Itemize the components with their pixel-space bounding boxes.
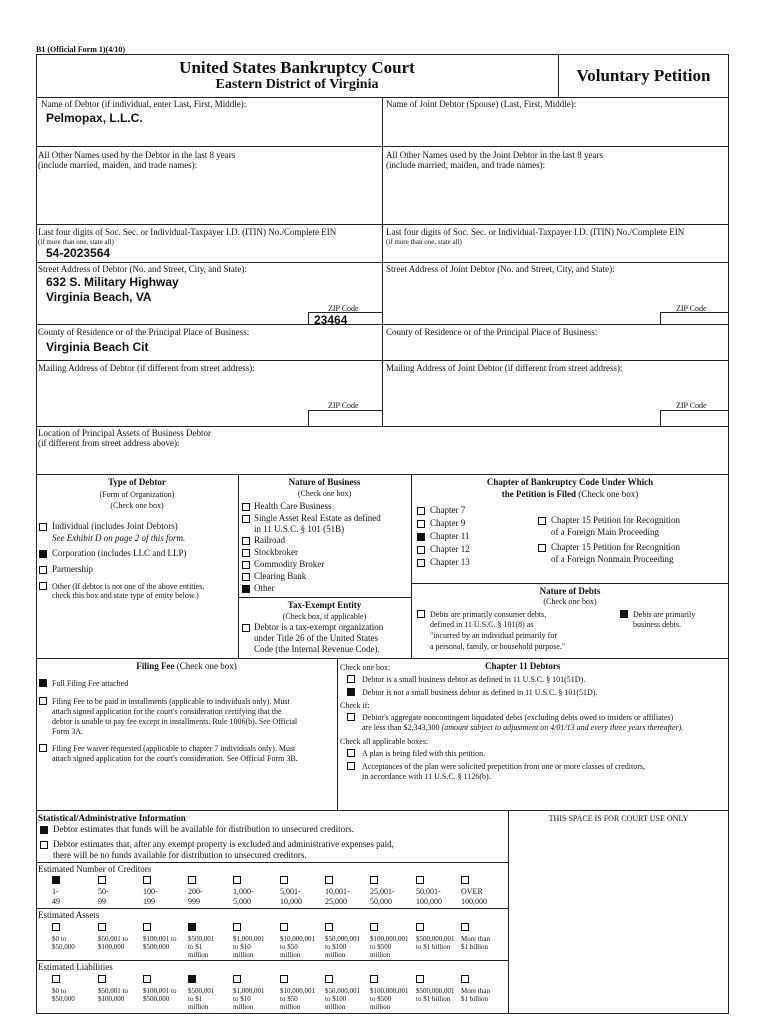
liabilities-checkbox-7[interactable] [370,975,378,983]
chapter-15-nonmain-checkbox[interactable] [538,544,546,552]
creditors-checkbox-9[interactable] [461,876,469,884]
creditors-checkbox-2[interactable] [143,876,151,884]
creditors-range-9-line-1: OVER [461,887,483,896]
location-label: Location of Principal Assets of Business Debtor [38,428,211,438]
not-small-business-checkbox[interactable] [347,688,355,696]
liabilities-range-6-line-2: to $100 [325,995,347,1003]
chapter-title-line-2 [411,489,729,500]
liabilities-range-8-line-2: to $1 billion [416,995,451,1003]
chapter-11-label: Chapter 11 [430,531,470,541]
assets-checkbox-5[interactable] [280,923,288,931]
joint-ein-sub-label: (if more than one, state all) [386,238,462,246]
chapter-7-checkbox[interactable] [417,507,425,515]
assets-range-0-line-1: $0 to [52,935,67,943]
filing-fee-title-line [36,661,337,672]
assets-range-3-line-3: million [188,951,209,959]
county-label: County of Residence or of the Principal Place of Business: [38,327,250,337]
liabilities-range-7-line-3: million [370,1003,391,1011]
creditors-checkbox-5[interactable] [280,876,288,884]
street-label: Street Address of Debtor (No. and Street, City, and State): [38,264,247,274]
street-line-1[interactable]: 632 S. Military Highway [46,275,179,289]
creditors-checkbox-8[interactable] [416,876,424,884]
ein-sub-label: (if more than one, state all) [38,238,114,246]
other-entity-label: Other (If debtor is not one of the above entities, [52,582,205,591]
consumer-debts-label-3: "incurred by an individual primarily for [430,631,558,640]
filing-fee-title: Filing Fee [136,661,175,671]
creditors-checkbox-3[interactable] [188,876,196,884]
tax-exempt-sub: (Check box, if applicable) [282,612,367,621]
fee-waiver-label-2: attach signed application for the court's consideration. See Official Form 3B. [52,754,298,763]
other-business-checkbox[interactable] [242,585,250,593]
small-business-checkbox[interactable] [347,675,355,683]
creditors-range-8-line-1: 50,001- [416,887,441,896]
aggregate-debts-note: (amount subject to adjustment on 4/01/13 and every three years thereafter). [441,723,684,732]
creditors-range-1-line-1: 50- [98,887,109,896]
zip-value[interactable]: 23464 [314,313,348,327]
chapter-15-nonmain-label: Chapter 15 Petition for Recognition [551,542,680,552]
chapter-7-label: Chapter 7 [430,505,466,515]
fee-waiver-checkbox[interactable] [39,744,47,752]
tax-exempt-label: Debtor is a tax-exempt organization [254,622,384,632]
funds-available-checkbox[interactable] [40,826,48,834]
assets-range-7-line-1: $100,000,001 [370,935,409,943]
creditors-range-4-line-1: 1,000- [233,887,254,896]
assets-checkbox-1[interactable] [98,923,106,931]
chapter-15-main-checkbox[interactable] [538,517,546,525]
creditors-range-9-line-2: 100,000 [461,897,487,906]
assets-range-5-line-1: $10,000,001 [280,935,315,943]
stockbroker-label: Stockbroker [254,547,298,557]
assets-checkbox-0[interactable] [52,923,60,931]
creditors-range-8-line-2: 100,000 [416,897,442,906]
aggregate-debts-amount: are less than $2,343,300 [362,723,440,732]
chapter-15-main-label-2: of a Foreign Main Proceeding [551,527,659,537]
installments-label-3: debtor is unable to pay fee except in installments. Rule 1006(b). See Official [52,717,298,726]
acceptances-checkbox[interactable] [347,762,355,770]
other-entity-label-2: check this box and state type of entity below.) [52,591,199,600]
tax-exempt-title: Tax-Exempt Entity [287,600,362,610]
mailing-zip-label: ZIP Code [328,401,359,410]
individual-checkbox[interactable] [39,523,47,531]
court-title: United States Bankruptcy Court [179,58,415,77]
assets-range-7-line-3: million [370,951,391,959]
nature-of-business-sub: (Check one box) [297,489,352,498]
small-business-label: Debtor is a small business debtor as defined in 11 U.S.C. § 101(51D). [362,675,586,684]
creditors-range-3-line-1: 200- [188,887,203,896]
ch11-check-all: Check all applicable boxes: [340,737,429,746]
creditors-range-4-line-2: 5,000 [233,897,251,906]
aggregate-debts-checkbox[interactable] [347,713,355,721]
liabilities-range-3-line-3: million [188,1003,209,1011]
chapter-13-checkbox[interactable] [417,559,425,567]
creditors-range-5-line-1: 5,001- [280,887,301,896]
chapter-11-checkbox[interactable] [417,533,425,541]
assets-checkbox-8[interactable] [416,923,424,931]
assets-range-2-line-1: $100,001 to [143,935,177,943]
creditors-range-6-line-2: 25,000 [325,897,347,906]
assets-range-4-line-3: million [233,951,254,959]
joint-county-label: County of Residence or of the Principal Place of Business: [386,327,598,337]
liabilities-range-0-line-1: $0 to [52,987,67,995]
installments-label-2: attach signed application for the court's consideration certifying that the [52,707,282,716]
creditors-range-7-line-1: 25,001- [370,887,395,896]
type-of-debtor-title: Type of Debtor [108,477,166,487]
single-asset-label-2: in 11 U.S.C. § 101 (51B) [254,524,345,534]
full-fee-label: Full Filing Fee attached [52,679,129,688]
chapter-9-checkbox[interactable] [417,520,425,528]
creditors-range-5-line-2: 10,000 [280,897,302,906]
chapter-check-one: (Check one box) [578,489,639,499]
tax-exempt-label-3: Code (the Internal Revenue Code). [254,644,380,654]
joint-ein-label: Last four digits of Soc. Sec. or Individual-Taxpayer I.D. (ITIN) No./Complete EIN [386,227,685,237]
ein-label: Last four digits of Soc. Sec. or Individual-Taxpayer I.D. (ITIN) No./Complete EIN [38,227,337,237]
creditors-checkbox-0[interactable] [52,876,60,884]
assets-checkbox-6[interactable] [325,923,333,931]
assets-range-9-line-2: $1 billion [461,943,489,951]
liabilities-checkbox-8[interactable] [416,975,424,983]
ch11-check-if: Check if: [340,701,370,710]
voluntary-petition-title: Voluntary Petition [576,66,711,85]
assets-range-5-line-3: million [280,951,301,959]
health-care-checkbox[interactable] [242,503,250,511]
acceptances-label-2: in accordance with 11 U.S.C. § 1126(b). [362,772,491,781]
clearing-bank-checkbox[interactable] [242,573,250,581]
consumer-debts-checkbox[interactable] [417,610,425,618]
individual-label: Individual (includes Joint Debtors) [52,521,178,531]
creditors-checkbox-7[interactable] [370,876,378,884]
liabilities-range-4-line-1: $1,000,001 [233,987,265,995]
type-of-debtor-sub: (Form of Organization) [99,490,175,499]
joint-other-names-label: All Other Names used by the Joint Debtor in the last 8 years [386,150,603,160]
liabilities-checkbox-2[interactable] [143,975,151,983]
court-use-label: THIS SPACE IS FOR COURT USE ONLY [548,814,689,823]
railroad-checkbox[interactable] [242,537,250,545]
debtor-name-label: Name of Debtor (if individual, enter Last, First, Middle): [41,99,247,109]
creditors-range-0-line-2: 49 [52,897,60,906]
zip-label: ZIP Code [328,304,359,313]
assets-range-7-line-2: to $500 [370,943,392,951]
liabilities-range-7-line-1: $100,000,001 [370,987,409,995]
liabilities-range-3-line-1: $500,001 [188,987,215,995]
type-of-debtor-check-one: (Check one box) [110,501,164,510]
assets-range-6-line-1: $50,000,001 [325,935,360,943]
creditors-checkbox-6[interactable] [325,876,333,884]
assets-checkbox-2[interactable] [143,923,151,931]
business-debts-label: Debts are primarily [633,610,696,619]
liabilities-range-4-line-2: to $10 [233,995,251,1003]
aggregate-debts-label-2 [362,723,683,732]
filing-fee-check-one: (Check one box) [176,661,237,671]
joint-other-names-label-2: (include married, maiden, and trade names): [386,160,546,170]
joint-mailing-zip-label: ZIP Code [676,401,707,410]
assets-range-6-line-2: to $100 [325,943,347,951]
liabilities-checkbox-6[interactable] [325,975,333,983]
chapter-15-nonmain-label-2: of a Foreign Nonmain Proceeding [551,554,674,564]
creditors-title: Estimated Number of Creditors [38,864,152,874]
creditors-range-2-line-1: 100- [143,887,158,896]
other-entity-checkbox[interactable] [39,582,47,590]
liabilities-checkbox-4[interactable] [233,975,241,983]
district-title: Eastern District of Virginia [215,77,379,92]
installments-label: Filing Fee to be paid in installments (applicable to individuals only). Must [52,697,290,706]
no-funds-label-2: there will be no funds available for distribution to unsecured creditors. [53,850,307,860]
liabilities-range-9-line-2: $1 billion [461,995,489,1003]
assets-range-3-line-1: $500,001 [188,935,215,943]
ch11-debtors-title: Chapter 11 Debtors [485,661,561,671]
consumer-debts-label-4: a personal, family, or household purpose." [430,642,566,651]
full-fee-checkbox[interactable] [39,679,47,687]
liabilities-range-5-line-2: to $50 [280,995,298,1003]
commodity-broker-label: Commodity Broker [254,559,325,569]
not-small-business-label: Debtor is not a small business debtor as defined in 11 U.S.C. § 101(51D). [362,688,598,697]
railroad-label: Railroad [254,535,285,545]
liabilities-range-8-line-1: $500,000,001 [416,987,455,995]
ch11-check-one: Check one box: [340,663,391,672]
installments-checkbox[interactable] [39,697,47,705]
debtor-name-value[interactable]: Pelmopax, L.L.C. [46,111,143,125]
creditors-range-7-line-2: 50,000 [370,897,392,906]
assets-checkbox-4[interactable] [233,923,241,931]
assets-range-5-line-2: to $50 [280,943,298,951]
corporation-label: Corporation (includes LLC and LLP) [52,548,187,558]
acceptances-label: Acceptances of the plan were solicited prepetition from one or more classes of creditors, [362,762,646,771]
liabilities-checkbox-0[interactable] [52,975,60,983]
liabilities-range-2-line-1: $100,001 to [143,987,177,995]
street-line-2[interactable]: Virginia Beach, VA [46,290,152,304]
plan-filed-checkbox[interactable] [347,749,355,757]
single-asset-checkbox[interactable] [242,515,250,523]
funds-available-label: Debtor estimates that funds will be available for distribution to unsecured creditors. [53,824,354,834]
corporation-checkbox[interactable] [39,550,47,558]
liabilities-title: Estimated Liabilities [38,962,113,972]
assets-range-9-line-1: More than [461,935,490,943]
liabilities-range-1-line-1: $50,001 to [98,987,128,995]
commodity-broker-checkbox[interactable] [242,561,250,569]
health-care-label: Health Care Business [254,501,332,511]
tax-exempt-label-2: under Title 26 of the United States [254,633,378,643]
nature-of-debts-title: Nature of Debts [539,586,601,596]
location-label-2: (if different from street address above): [38,438,180,448]
joint-debtor-name-label: Name of Joint Debtor (Spouse) (Last, First, Middle): [386,99,577,109]
assets-checkbox-3[interactable] [188,923,196,931]
consumer-debts-label-2: defined in 11 U.S.C. § 101(8) as [430,620,534,629]
assets-range-2-line-2: $500,000 [143,943,170,951]
assets-range-8-line-1: $500,000,001 [416,935,455,943]
joint-mailing-label: Mailing Address of Joint Debtor (if different from street address): [386,363,623,373]
chapter-15-main-label: Chapter 15 Petition for Recognition [551,515,680,525]
liabilities-range-6-line-3: million [325,1003,346,1011]
aggregate-debts-label: Debtor's aggregate noncontingent liquidated debts (excluding debts owed to insiders or affiliates) [362,713,674,722]
chapter-13-label: Chapter 13 [430,557,470,567]
tax-exempt-checkbox[interactable] [242,624,250,632]
liabilities-range-1-line-2: $100,000 [98,995,125,1003]
joint-street-label: Street Address of Joint Debtor (No. and Street, City, and State): [386,264,615,274]
chapter-9-label: Chapter 9 [430,518,466,528]
creditors-range-1-line-2: 99 [98,897,106,906]
liabilities-checkbox-9[interactable] [461,975,469,983]
liabilities-range-3-line-2: to $1 [188,995,203,1003]
mailing-label: Mailing Address of Debtor (if different from street address): [38,363,255,373]
plan-filed-label: A plan is being filed with this petition. [362,749,486,758]
liabilities-range-7-line-2: to $500 [370,995,392,1003]
ein-value[interactable]: 54-2023564 [46,246,111,260]
chapter-title-petition: the Petition is Filed [501,489,576,499]
creditors-checkbox-4[interactable] [233,876,241,884]
assets-range-8-line-2: to $1 billion [416,943,451,951]
creditors-range-0-line-1: 1- [52,887,59,896]
liabilities-range-5-line-3: million [280,1003,301,1011]
joint-zip-label: ZIP Code [676,304,707,313]
liabilities-range-0-line-2: $50,000 [52,995,75,1003]
creditors-range-3-line-2: 999 [188,897,200,906]
chapter-title: Chapter of Bankruptcy Code Under Which [486,477,654,487]
no-funds-checkbox[interactable] [40,841,48,849]
stockbroker-checkbox[interactable] [242,549,250,557]
partnership-label: Partnership [52,564,93,574]
nature-of-debts-sub: (Check one box) [543,597,597,606]
consumer-debts-label: Debts are primarily consumer debts, [430,610,547,619]
chapter-12-checkbox[interactable] [417,546,425,554]
business-debts-checkbox[interactable] [620,610,628,618]
creditors-range-6-line-1: 10,001- [325,887,350,896]
liabilities-range-5-line-1: $10,000,001 [280,987,315,995]
liabilities-checkbox-5[interactable] [280,975,288,983]
creditors-range-2-line-2: 199 [143,897,155,906]
single-asset-label: Single Asset Real Estate as defined [254,513,381,523]
exhibit-d-note: See Exhibit D on page 2 of this form. [52,533,186,543]
county-value[interactable]: Virginia Beach Cit [46,340,149,354]
other-business-label: Other [254,583,275,593]
assets-range-1-line-2: $100,000 [98,943,125,951]
assets-range-3-line-2: to $1 [188,943,203,951]
form-id: B1 (Official Form 1)(4/10) [36,45,126,54]
liabilities-range-9-line-1: More than [461,987,490,995]
assets-title: Estimated Assets [38,910,100,920]
no-funds-label: Debtor estimates that, after any exempt property is excluded and administrative expenses paid, [53,839,394,849]
partnership-checkbox[interactable] [39,566,47,574]
installments-label-4: Form 3A. [52,727,84,736]
assets-range-1-line-1: $50,001 to [98,935,128,943]
assets-checkbox-9[interactable] [461,923,469,931]
fee-waiver-label: Filing Fee waiver requested (applicable to chapter 7 individuals only). Must [52,744,296,753]
chapter-12-label: Chapter 12 [430,544,470,554]
liabilities-range-4-line-3: million [233,1003,254,1011]
assets-range-4-line-1: $1,000,001 [233,935,265,943]
assets-checkbox-7[interactable] [370,923,378,931]
clearing-bank-label: Clearing Bank [254,571,307,581]
liabilities-checkbox-3[interactable] [188,975,196,983]
other-names-label: All Other Names used by the Debtor in the last 8 years [38,150,236,160]
assets-range-0-line-2: $50,000 [52,943,75,951]
creditors-checkbox-1[interactable] [98,876,106,884]
liabilities-range-2-line-2: $500,000 [143,995,170,1003]
liabilities-range-6-line-1: $50,000,001 [325,987,360,995]
nature-of-business-title: Nature of Business [288,477,361,487]
liabilities-checkbox-1[interactable] [98,975,106,983]
assets-range-6-line-3: million [325,951,346,959]
assets-range-4-line-2: to $10 [233,943,251,951]
other-names-label-2: (include married, maiden, and trade names): [38,160,198,170]
business-debts-label-2: business debts. [633,620,681,629]
statistical-title: Statistical/Administrative Information [38,813,186,823]
